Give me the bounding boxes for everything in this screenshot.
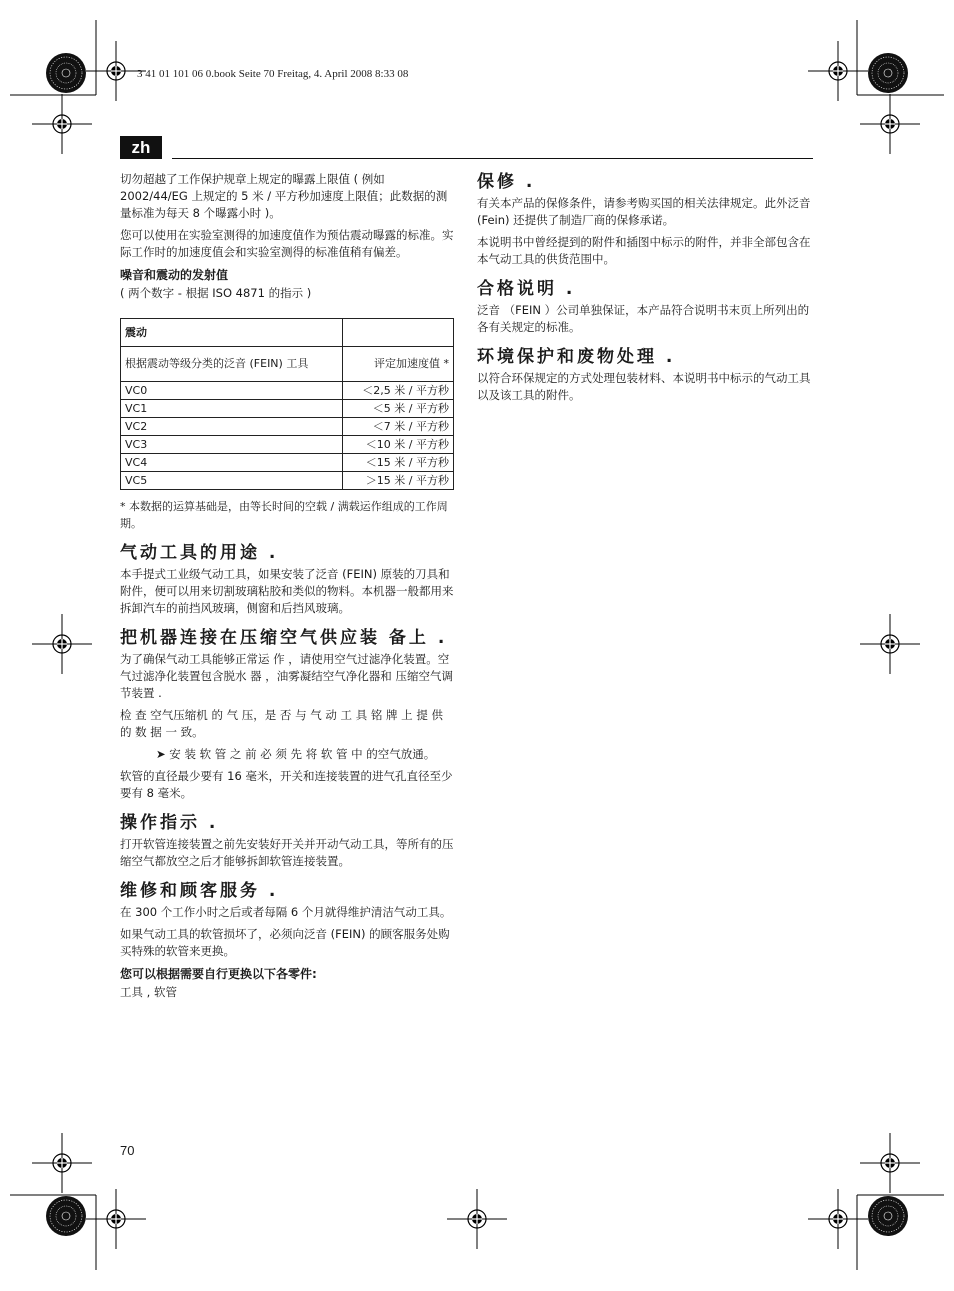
parts-heading: 您可以根据需要自行更换以下各零件: bbox=[120, 967, 317, 981]
crosshair-icon bbox=[808, 41, 868, 101]
conformity-heading: 合格说明 . bbox=[477, 279, 576, 299]
intro-paragraph-2: 您可以使用在实验室测得的加速度值作为预估震动曝露的标准。实际工作时的加速度值会和实验室测得的标准值稍有偏差。 bbox=[120, 228, 454, 259]
crosshair-icon bbox=[32, 614, 92, 674]
connect-paragraph-3: 软管的直径最少要有 16 毫米，开关和连接装置的进气孔直径至少要有 8 毫米。 bbox=[120, 769, 453, 800]
noise-subtitle: ( 两个数字 - 根据 ISO 4871 的指示 ) bbox=[120, 286, 312, 300]
connect-heading: 把机器连接在压缩空气供应装 备上 . bbox=[120, 628, 448, 648]
crosshair-icon bbox=[447, 1189, 507, 1249]
crosshair-icon bbox=[808, 1189, 868, 1249]
environment-text: 以符合环保规定的方式处理包装材料、本说明书中标示的气动工具以及该工具的附件。 bbox=[477, 371, 811, 402]
service-heading: 维修和顾客服务 . bbox=[120, 881, 279, 901]
noise-heading: 噪音和震动的发射值 bbox=[120, 268, 229, 282]
crosshair-icon bbox=[86, 1189, 146, 1249]
vc-value: ＜15 米 / 平方秒 bbox=[343, 454, 454, 472]
star-target-icon bbox=[46, 1196, 86, 1236]
crosshair-icon bbox=[860, 1133, 920, 1193]
connect-instruction: ➤ 安 装 软 管 之 前 必 须 先 将 软 管 中 的空气放通。 bbox=[156, 747, 436, 761]
vc-value: ＞15 米 / 平方秒 bbox=[343, 472, 454, 490]
star-target-icon bbox=[868, 53, 908, 93]
use-text: 本手提式工业级气动工具，如果安装了泛音 (FEIN) 原装的刀具和附件，便可以用来切割玻璃粘胶和类似的物料。本机器一般都用来拆卸汽车的前挡风玻璃，侧窗和后挡风玻璃。 bbox=[120, 567, 454, 615]
operation-heading: 操作指示 . bbox=[120, 813, 219, 833]
parts-text: 工具 , 软管 bbox=[120, 985, 177, 999]
warranty-paragraph-1: 有关本产品的保修条件，请参考购买国的相关法律规定。此外泛音 (Fein) 还提供了制造厂商的保修承诺。 bbox=[477, 196, 811, 227]
vc-class: VC1 bbox=[121, 400, 343, 418]
crosshair-icon bbox=[86, 41, 146, 101]
vc-value: ＜7 米 / 平方秒 bbox=[343, 418, 454, 436]
vc-class: VC2 bbox=[121, 418, 343, 436]
page-number: 70 bbox=[120, 1143, 135, 1158]
warranty-paragraph-2: 本说明书中曾经提到的附件和插图中标示的附件，并非全部包含在本气动工具的供货范围中。 bbox=[477, 235, 811, 266]
service-paragraph-1: 在 300 个工作小时之后或者每隔 6 个月就得维护清洁气动工具。 bbox=[120, 905, 452, 919]
star-target-icon bbox=[46, 53, 86, 93]
crosshair-icon bbox=[860, 614, 920, 674]
warranty-heading: 保修 . bbox=[477, 172, 536, 192]
vc-class: VC0 bbox=[121, 382, 343, 400]
use-heading: 气动工具的用途 . bbox=[120, 543, 279, 563]
connect-paragraph-1: 为了确保气动工具能够正常运 作 ，请使用空气过滤净化装置。空气过滤净化装置包含脱水 器 ，油雾凝结空气净化器和 压缩空气调节装置 . bbox=[120, 652, 453, 700]
intro-paragraph-1: 切勿超越了工作保护规章上规定的曝露上限值 ( 例如 2002/44/EG 上规定的 5 米 / 平方秒加速度上限值；此数据的测量标准为每天 8 个曝露小时 )。 bbox=[120, 172, 448, 220]
vibration-class-label: 根据震动等级分类的泛音 (FEIN) 工具 bbox=[121, 347, 343, 382]
star-target-icon bbox=[868, 1196, 908, 1236]
crosshair-icon bbox=[32, 1133, 92, 1193]
vibration-table-header: 震动 bbox=[121, 319, 343, 347]
service-paragraph-2: 如果气动工具的软管损坏了，必须向泛音 (FEIN) 的顾客服务处购买特殊的软管来更换。 bbox=[120, 927, 450, 958]
connect-paragraph-2: 检 查 空气压缩机 的 气 压，是 否 与 气 动 工 具 铭 牌 上 提 供 的 数 据 一 致。 bbox=[120, 708, 443, 739]
conformity-text: 泛音 （FEIN ）公司单独保证，本产品符合说明书末页上所列出的各有关规定的标准。 bbox=[477, 303, 810, 334]
crosshair-icon bbox=[32, 94, 92, 154]
vc-class: VC5 bbox=[121, 472, 343, 490]
vc-value: ＜2,5 米 / 平方秒 bbox=[343, 382, 454, 400]
vc-class: VC3 bbox=[121, 436, 343, 454]
crosshair-icon bbox=[860, 94, 920, 154]
language-badge: zh bbox=[120, 136, 162, 159]
table-footnote: * 本数据的运算基础是，由等长时间的空载 / 满载运作组成的工作周期。 bbox=[120, 500, 448, 530]
vc-value: ＜10 米 / 平方秒 bbox=[343, 436, 454, 454]
acceleration-label: 评定加速度值 * bbox=[343, 347, 454, 382]
vc-class: VC4 bbox=[121, 454, 343, 472]
vc-value: ＜5 米 / 平方秒 bbox=[343, 400, 454, 418]
file-header-line: 3 41 01 101 06 0.book Seite 70 Freitag, 4. April 2008 8:33 08 bbox=[137, 68, 409, 80]
operation-text: 打开软管连接装置之前先安装好开关并开动气动工具，等所有的压缩空气都放空之后才能够拆卸软管连接装置。 bbox=[120, 837, 454, 868]
environment-heading: 环境保护和废物处理 . bbox=[477, 347, 676, 367]
